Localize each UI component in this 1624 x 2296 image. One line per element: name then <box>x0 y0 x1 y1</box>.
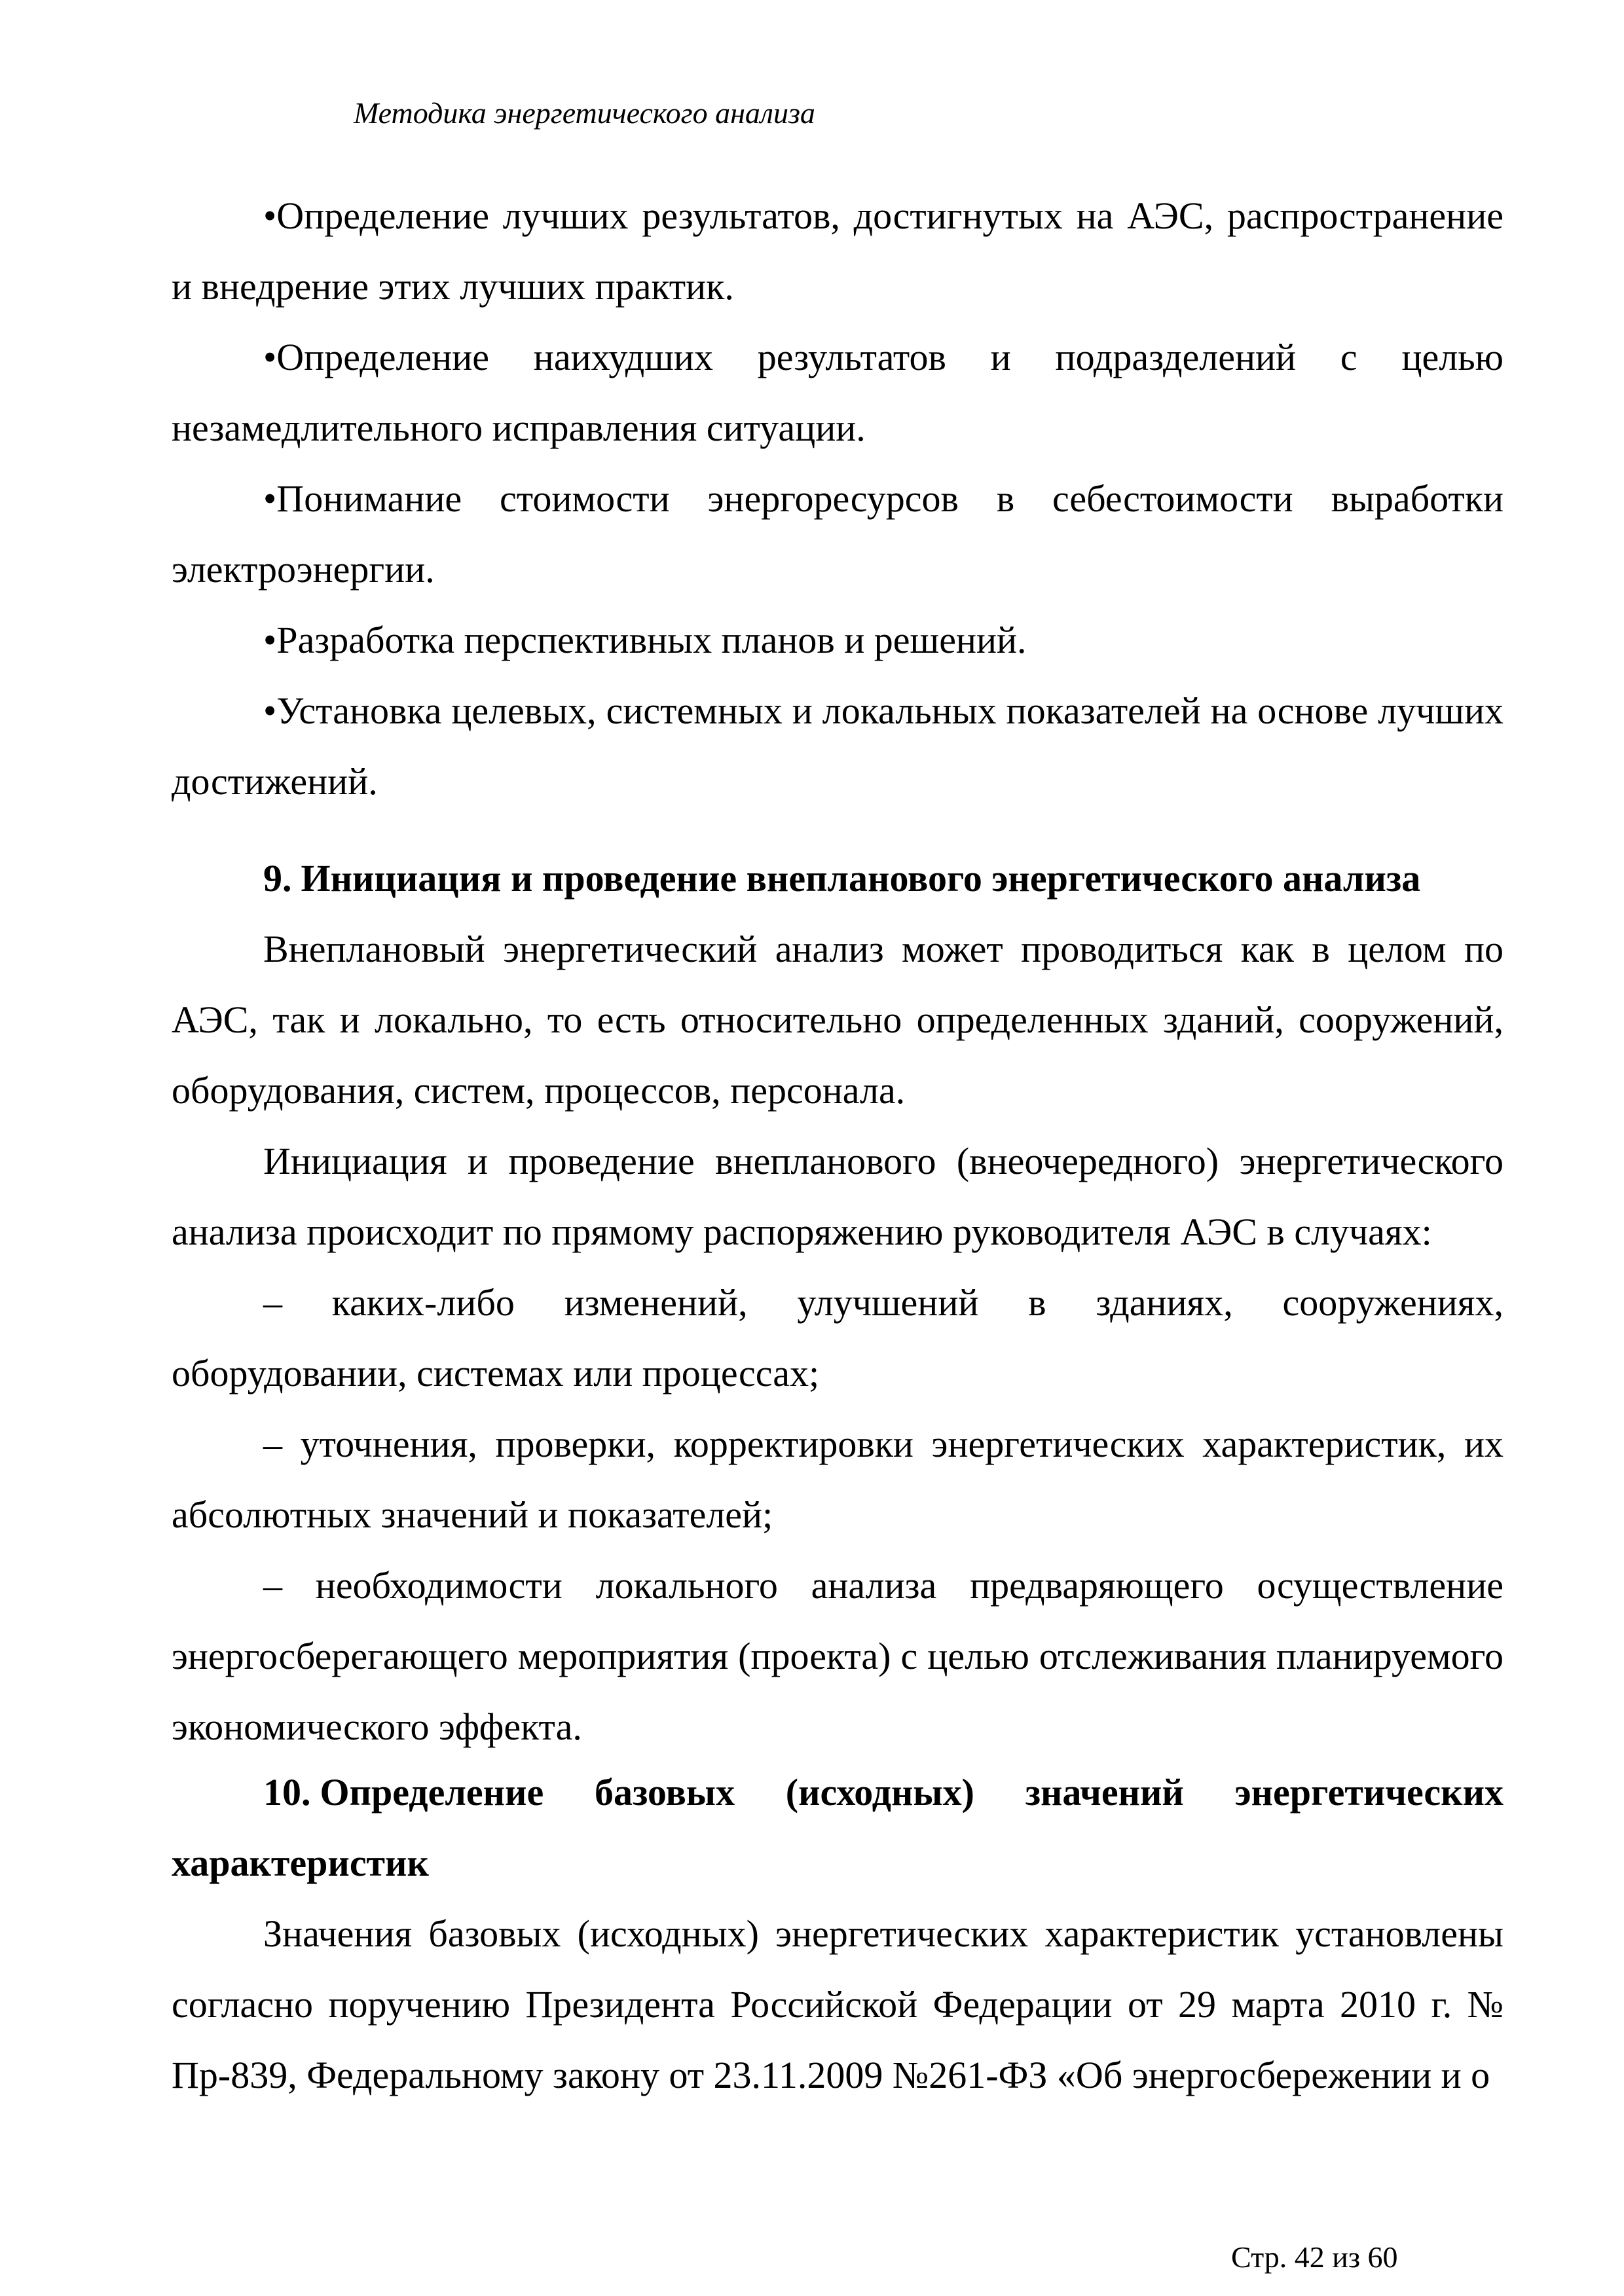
running-header: Методика энергетического анализа <box>354 96 815 130</box>
bullet-item: •Понимание стоимости энергоресурсов в себестоимости выработки электроэнергии. <box>172 477 1504 591</box>
list-item: – каких-либо изменений, улучшений в зданиях, сооружениях, оборудовании, системах или процессах; <box>172 1281 1504 1394</box>
bullet-item: •Определение наихудших результатов и подразделений с целью незамедлительного исправления ситуации. <box>172 336 1504 449</box>
paragraph: Внеплановый энергетический анализ может проводиться как в целом по АЭС, так и локально, то есть относительно определенных зданий, сооружений, оборудования, систем, процессов, персонала. <box>172 928 1504 1112</box>
section-title: Инициация и проведение внепланового энергетического анализа <box>301 857 1421 900</box>
paragraph: Инициация и проведение внепланового (внеочередного) энергетического анализа происходит по прямому распоряжению руководителя АЭС в случаях: <box>172 1140 1504 1253</box>
bullet-item: •Установка целевых, системных и локальных показателей на основе лучших достижений. <box>172 689 1504 803</box>
section-10 <box>172 1757 1504 2111</box>
list-item: – уточнения, проверки, корректировки энергетических характеристик, их абсолютных значений и показателей; <box>172 1423 1504 1536</box>
section-heading <box>172 1757 1504 1899</box>
section-heading <box>172 843 1504 914</box>
bullet-item: •Разработка перспективных планов и решений. <box>263 619 1027 661</box>
bullet-item: •Определение лучших результатов, достигнутых на АЭС, распространение и внедрение этих лучших практик. <box>172 194 1504 308</box>
section-9 <box>172 843 1504 1762</box>
section-number: 10. <box>263 1771 311 1813</box>
section-title: Определение базовых (исходных) значений энергетических характеристик <box>172 1771 1504 1884</box>
list-item: – необходимости локального анализа предваряющего осуществление энергосберегающего мероприятия (проекта) с целью отслеживания планируемого экономического эффекта. <box>172 1564 1504 1748</box>
section-number: 9. <box>263 857 292 900</box>
page-number: Стр. 42 из 60 <box>1231 2240 1398 2274</box>
paragraph: Значения базовых (исходных) энергетических характеристик установлены согласно поручению Президента Российской Федерации от 29 марта 2010 г. № Пр-839, Федеральному закону от 23.11.2009 №261-ФЗ «Об энергосбережении и о <box>172 1912 1504 2096</box>
bullet-list <box>172 181 1504 817</box>
